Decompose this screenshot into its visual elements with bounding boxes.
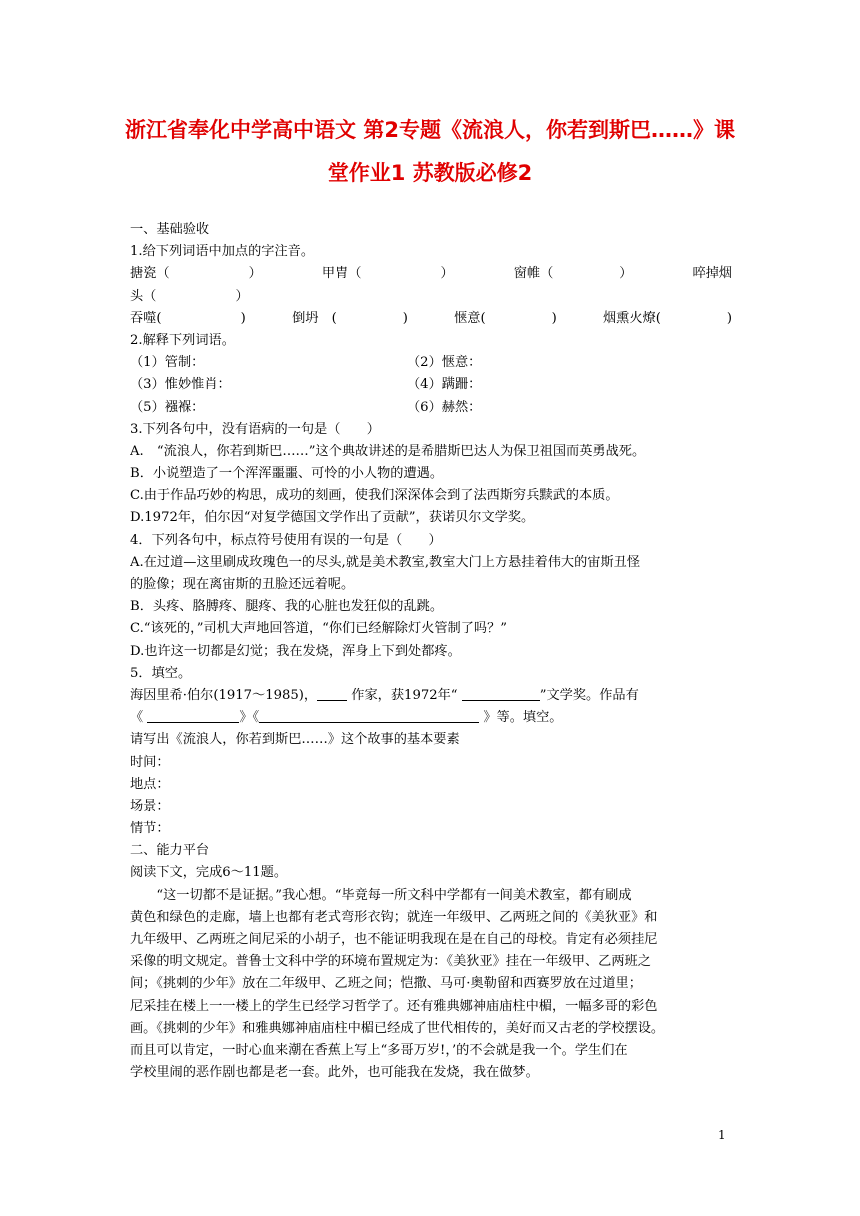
- passage-line: “这一切都不是证据。”我心想。“毕竟每一所文科中学都有一间美术教室，都有刷成: [130, 887, 632, 903]
- question-4-stem: 4．下列各句中，标点符号使用有误的一句是（ ）: [130, 532, 442, 548]
- passage-line: 画。《挑刺的少年》和雅典娜神庙庙柱中楣已经成了世代相传的，美好而又古老的学校摆设。: [130, 1020, 665, 1036]
- question-5-fill-line1: [130, 685, 732, 707]
- passage-line: 尼采挂在楼上一一楼上的学生已经学习哲学了。还有雅典娜神庙庙柱中楣，一幅多哥的彩色: [130, 998, 658, 1014]
- fill-text: 海因里希·伯尔(1917～1985)，: [130, 687, 318, 703]
- question-2-row: [130, 352, 732, 374]
- pinyin-item: 窗帷（ ）: [513, 266, 633, 282]
- reading-intro: 阅读下文，完成6～11题。: [130, 865, 288, 881]
- question-4-option-d: D.也许这一切都是幻觉；我在发烧，浑身上下到处都疼。: [130, 643, 461, 659]
- question-3-option-c: C.由于作品巧妙的构思，成功的刻画，使我们深深体会到了法西斯穷兵黩武的本质。: [130, 488, 619, 504]
- fill-blank[interactable]: [147, 708, 239, 723]
- definition-item: （6）赫然：: [407, 399, 482, 415]
- story-element-plot: 情节：: [130, 821, 170, 837]
- document-title-line1: 浙江省奉化中学高中语文 第2专题《流浪人，你若到斯巴……》课: [125, 118, 735, 142]
- story-element-scene: 场景：: [130, 798, 170, 814]
- passage-line: 而且可以肯定，一时心血来潮在香蕉上写上“多哥万岁!，’的不会就是我一个。学生们在: [130, 1042, 628, 1058]
- story-element-time: 时间：: [130, 754, 170, 770]
- question-5-stem: 5．填空。: [130, 665, 192, 681]
- fill-text: ”文学奖。作品有: [539, 687, 639, 703]
- pinyin-item: 啐掉烟: [692, 266, 732, 282]
- pinyin-item: 吞噬( ): [130, 310, 246, 326]
- document-title-line2: 堂作业1 苏教版必修2: [327, 161, 533, 185]
- definition-item: （3）惟妙惟肖：: [130, 377, 231, 393]
- fill-text: 》《: [239, 710, 260, 726]
- pinyin-item: 甲胄（ ）: [321, 266, 454, 282]
- question-4-option-a: A.在过道—这里刷成玫瑰色一的尽头,就是美术教室,教室大门上方悬挂着伟大的宙斯丑怪: [130, 554, 641, 570]
- question-2-row: [130, 374, 732, 396]
- question-4-option-a-continued: 的脸像；现在离宙斯的丑脸还远着呢。: [130, 577, 355, 592]
- story-element-place: 地点：: [130, 776, 170, 792]
- question-5-fill-line2: [130, 707, 732, 729]
- passage-line: 采像的明文规定。普鲁士文科中学的环境布置规定为：《美狄亚》挂在一年级甲、乙两班之: [130, 954, 651, 970]
- question-2-row: [130, 397, 732, 419]
- question-1-stem: 1.给下列词语中加点的字注音。: [130, 244, 315, 260]
- passage-line: 间；《挑刺的少年》放在二年级甲、乙班之间；恺撒、马可·奥勒留和西赛罗放在过道里；: [130, 976, 642, 992]
- passage-line: 九年级甲、乙两班之间尼采的小胡子，也不能证明我现在是在自己的母校。肯定有必须挂尼: [130, 932, 658, 947]
- fill-blank[interactable]: [317, 686, 347, 701]
- question-1-row1-continued: 头（ ）: [130, 288, 249, 304]
- definition-item: （4）蹒跚：: [407, 377, 482, 393]
- question-1-row2: [130, 308, 732, 330]
- passage-line: 学校里闹的恶作剧也都是老一套。此外，也可能我在发烧，我在做梦。: [130, 1065, 539, 1081]
- definition-item: （2）惬意：: [407, 355, 482, 371]
- document-body: [130, 219, 732, 1084]
- definition-item: （5）襁褓：: [130, 399, 205, 415]
- pinyin-item: 惬意( ): [454, 310, 557, 326]
- pinyin-item: 搪瓷（ ）: [130, 266, 262, 282]
- definition-item: （1）管制：: [130, 355, 205, 371]
- question-5-story-elements: 请写出《流浪人，你若到斯巴……》这个故事的基本要素: [130, 732, 460, 748]
- fill-text: 《: [130, 710, 148, 726]
- fill-text: 作家，获1972年“: [347, 687, 462, 703]
- question-3-option-b: B．小说塑造了一个浑浑噩噩、可怜的小人物的遭遇。: [130, 466, 444, 482]
- fill-text: 》等。填空。: [479, 710, 563, 726]
- pinyin-item: 倒坍 ( ): [292, 310, 408, 326]
- section-heading-ability: 二、能力平台: [130, 843, 210, 859]
- passage-line: 黄色和绿色的走廊，墙上也都有老式弯形衣钩；就连一年级甲、乙两班之间的《美狄亚》和: [130, 909, 658, 925]
- question-4-option-c: C.“该死的，”司机大声地回答道，“你们已经解除灯火管制了吗？”: [130, 621, 508, 637]
- question-2-stem: 2.解释下列词语。: [130, 332, 235, 348]
- pinyin-item: 烟熏火燎( ): [603, 310, 732, 326]
- question-3-option-a: A. “流浪人，你若到斯巴……”这个典故讲述的是希腊斯巴达人为保卫祖国而英勇战死。: [130, 443, 646, 459]
- fill-blank[interactable]: [259, 708, 479, 723]
- question-1-row1: [130, 263, 732, 285]
- fill-blank[interactable]: [462, 686, 540, 701]
- section-heading-basic: 一、基础验收: [130, 222, 210, 237]
- question-3-stem: 3.下列各句中，没有语病的一句是（ ）: [130, 421, 380, 437]
- question-3-option-d: D.1972年，伯尔因“对复学德国文学作出了贡献”，获诺贝尔文学奖。: [130, 510, 535, 526]
- question-4-option-b: B．头疼、胳膊疼、腿疼、我的心脏也发狂似的乱跳。: [130, 599, 444, 615]
- page-number: 1: [718, 1128, 726, 1142]
